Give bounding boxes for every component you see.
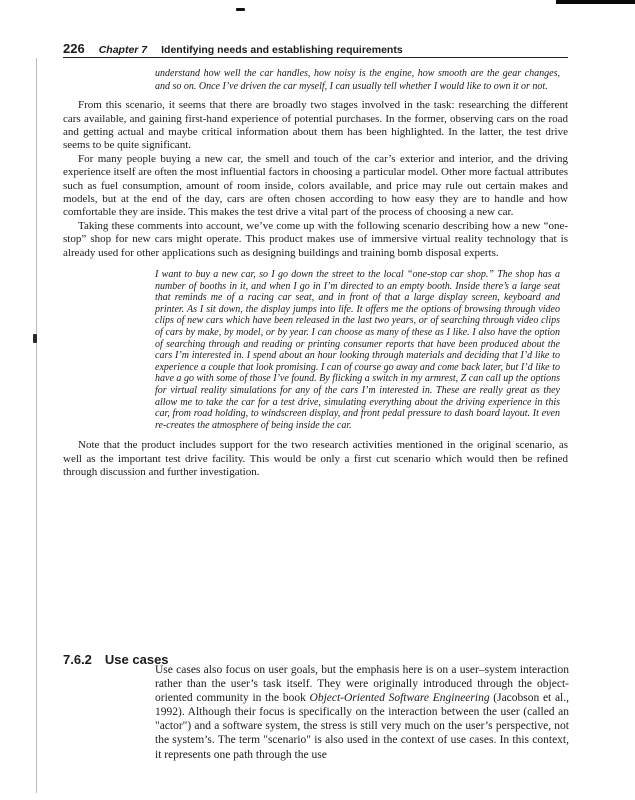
paragraph-use-cases bbox=[155, 663, 569, 762]
section-title: Use cases bbox=[104, 651, 169, 667]
paragraph-note: Note that the product includes support for the two research activities mentioned in the original scenario, as well as the important test drive facility. This would be only a first cut scenario which would then be refined through discussion and further investigation. bbox=[63, 439, 568, 479]
scan-artifact-left-tick bbox=[33, 334, 37, 343]
chapter-label: Chapter 7 bbox=[98, 44, 148, 56]
page-number: 226 bbox=[63, 41, 85, 56]
use-cases-text-2: (Jacobson et al., 1992). Although their focus is specifically on the interaction between the user (called an "actor") and a software system, the stress is still very much on the user’s perspective, not the system’s. The term "scenario" is also used in the context of use cases. In this context, it represents one path through the use bbox=[155, 692, 569, 761]
page-header bbox=[63, 40, 568, 58]
chapter-title: Identifying needs and establishing requirements bbox=[161, 44, 403, 56]
scan-artifact-top-right bbox=[556, 0, 635, 4]
paragraph-one-stop-shop: Taking these comments into account, we’ve come up with the following scenario describing how a new “one-stop” shop for new cars might operate. This product makes use of immersive virtual reality technology that is already used for other applications such as designing buildings and training bomb disposal experts. bbox=[63, 219, 568, 259]
paragraph-buying-factors: For many people buying a new car, the smell and touch of the car’s exterior and interior, and the driving experience itself are often the most influential factors in choosing a particular model. Other more factual attributes such as fuel consumption, amount of room inside, colors available, and price may rule out certain makes and models, but at the end of the day, cars are often chosen according to how easy they are to handle and how comfortable they are inside. This makes the test drive a vital part of the process of choosing a new car. bbox=[63, 152, 568, 219]
scenario-quote-continued: understand how well the car handles, how noisy is the engine, how smooth are the gear changes, and so on. Once I’ve driven the car myself, I can usually tell whether I would like to own it or not. bbox=[155, 68, 560, 92]
book-title-italic: Object-Oriented Software Engineering bbox=[309, 692, 490, 705]
scenario-quote-car-shop: I want to buy a new car, so I go down the street to the local “one-stop car shop.” The shop has a number of booths in it, and when I go in I’m directed to an empty booth. Inside there’s a large seat that reminds me of a racing car seat, and in front of that a large display screen, keyboard and printer. As I sit down, the display jumps into life. It offers me the options of browsing through video clips of new cars which have been released in the last two years, or of searching through video clips of cars by make, by model, or by year. I can choose as many of these as I like. I also have the option of searching through and reading or printing consumer reports that have been produced about the cars I’m interested in. I spend about an hour looking through materials and deciding that I’d like to experience a couple that look promising. I can of course go away and come back later, but I’d like to have a go with some of those I’ve found. By flicking a switch in my armrest, Z can call up the options for virtual reality simulations for any of the cars I’m interested in. These are really great as they allow me to take the car for a test drive, simulating everything about the driving experience in this car, from road holding, to windscreen display, and front pedal pressure to dash board layout. It even re-creates the atmosphere of being inside the car. bbox=[155, 269, 560, 431]
section-heading bbox=[63, 652, 169, 667]
scan-artifact-dash bbox=[236, 8, 245, 11]
text-column bbox=[63, 68, 568, 480]
header-rule bbox=[63, 57, 568, 58]
scan-edge-line bbox=[36, 58, 37, 793]
section-number: 7.6.2 bbox=[63, 651, 92, 667]
use-cases-text-1: Use cases also focus on user goals, but the emphasis here is on a user–system interaction rather than the user’s task itself. They were originally introduced through the object-oriented community in the book bbox=[155, 664, 569, 705]
paragraph-two-stages: From this scenario, it seems that there are broadly two stages involved in the task: researching the different cars available, and gaining first-hand experience of potential purchases. In the former, observing cars on the road and getting actual and maybe critical information about them has been highlighted. In the latter, the test drive seems to be quite significant. bbox=[63, 99, 568, 152]
